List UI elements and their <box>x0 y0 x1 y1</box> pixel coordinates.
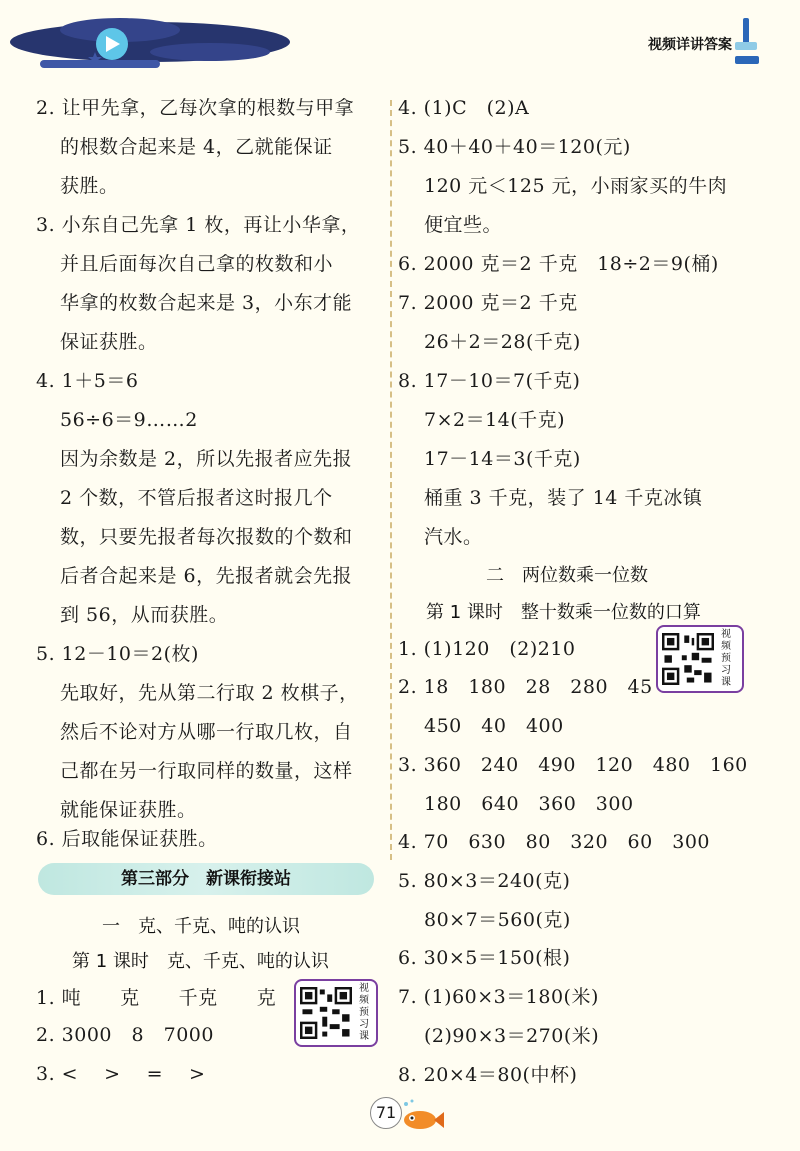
answer-line: 的根数合起来是 4，乙就能保证 <box>60 136 333 158</box>
answer-line: 4. 70 630 80 320 60 300 <box>398 831 710 853</box>
answer-line: 汽水。 <box>424 526 483 548</box>
answer-line: 17－14＝3(千克) <box>424 448 581 470</box>
answer-line: 获胜。 <box>60 175 119 197</box>
answer-line: 2. 3000 8 7000 <box>36 1024 214 1046</box>
qr-code-video-lesson[interactable] <box>656 625 744 693</box>
answer-line: 2. 让甲先拿，乙每次拿的根数与甲拿 <box>36 97 355 119</box>
column-divider <box>390 100 392 860</box>
header-accent-bar <box>735 42 757 50</box>
qr-label: 视频预习课 <box>721 629 731 688</box>
answer-line: 数，只要先报者每次报数的个数和 <box>60 526 353 548</box>
answer-line: 7×2＝14(千克) <box>424 409 566 431</box>
answer-line: 然后不论对方从哪一行取几枚，自 <box>60 721 353 743</box>
answer-line: 2. 18 180 28 280 45 <box>398 676 653 698</box>
answer-line: 并且后面每次自己拿的枚数和小 <box>60 253 334 275</box>
answer-line: 26＋2＝28(千克) <box>424 331 581 353</box>
fish-icon <box>398 1098 448 1132</box>
answer-line: 2 个数，不管后报者这时报几个 <box>60 487 333 509</box>
answer-line: 5. 80×3＝240(克) <box>398 870 571 892</box>
answer-line: 己都在另一行取同样的数量，这样 <box>60 760 353 782</box>
answer-line: 3. 小东自己先拿 1 枚，再让小华拿， <box>36 214 361 236</box>
header-accent-bar <box>735 56 759 64</box>
answer-line: 5. 40＋40＋40＝120(元) <box>398 136 631 158</box>
qr-code-video-lesson[interactable] <box>294 979 378 1047</box>
answer-line: (2)90×3＝270(米) <box>424 1025 600 1047</box>
answer-line: 3. 360 240 490 120 480 160 <box>398 754 748 776</box>
answer-line: 就能保证获胜。 <box>60 799 197 821</box>
answer-line: 56÷6＝9……2 <box>60 409 198 431</box>
answer-line: 1. (1)120 (2)210 <box>398 638 576 660</box>
answer-line: 6. 2000 克＝2 千克 18÷2＝9(桶) <box>398 253 719 275</box>
answer-line: 便宜些。 <box>424 214 503 236</box>
header-banner <box>0 0 800 78</box>
answer-line: 到 56，从而获胜。 <box>60 604 229 626</box>
answer-line: 4. 1＋5＝6 <box>36 370 139 392</box>
unit-heading: 二 两位数乘一位数 <box>486 565 648 586</box>
qr-code-icon <box>300 987 352 1039</box>
answer-line: 华拿的枚数合起来是 3，小东才能 <box>60 292 353 314</box>
qr-label: 视频预习课 <box>359 983 369 1042</box>
answer-line: 保证获胜。 <box>60 331 158 353</box>
unit-heading: 一 克、千克、吨的认识 <box>102 916 300 937</box>
answer-line: 5. 12－10＝2(枚) <box>36 643 199 665</box>
section-banner: 第三部分 新课衔接站 <box>38 863 374 895</box>
lesson-heading: 第 1 课时 克、千克、吨的认识 <box>72 951 329 972</box>
play-icon <box>96 28 128 60</box>
answer-line: 1. 吨 克 千克 克 <box>36 987 277 1009</box>
answer-line: 450 40 400 <box>424 715 564 737</box>
page-number: 71 <box>370 1097 402 1129</box>
answer-line: 6. 30×5＝150(根) <box>398 947 571 969</box>
header-title: 视频详讲答案 <box>648 37 732 53</box>
lesson-heading: 第 1 课时 整十数乘一位数的口算 <box>426 602 701 623</box>
answer-line: 120 元＜125 元，小雨家买的牛肉 <box>424 175 728 197</box>
answer-line: 8. 17－10＝7(千克) <box>398 370 581 392</box>
answer-line: 7. (1)60×3＝180(米) <box>398 986 599 1008</box>
answer-line: 先取好，先从第二行取 2 枚棋子， <box>60 682 359 704</box>
answer-line: 180 640 360 300 <box>424 793 634 815</box>
answer-line: 7. 2000 克＝2 千克 <box>398 292 578 314</box>
answer-line: 4. (1)C (2)A <box>398 97 530 119</box>
answer-line: 后者合起来是 6，先报者就会先报 <box>60 565 353 587</box>
answer-line: 因为余数是 2，所以先报者应先报 <box>60 448 353 470</box>
answer-line: 6. 后取能保证获胜。 <box>36 828 218 850</box>
answer-line: 8. 20×4＝80(中杯) <box>398 1064 578 1086</box>
answer-line: 80×7＝560(克) <box>424 909 571 931</box>
answer-line: 桶重 3 千克，装了 14 千克冰镇 <box>424 487 703 509</box>
qr-code-icon <box>662 633 714 685</box>
answer-line: 3. < > = > <box>36 1063 206 1085</box>
